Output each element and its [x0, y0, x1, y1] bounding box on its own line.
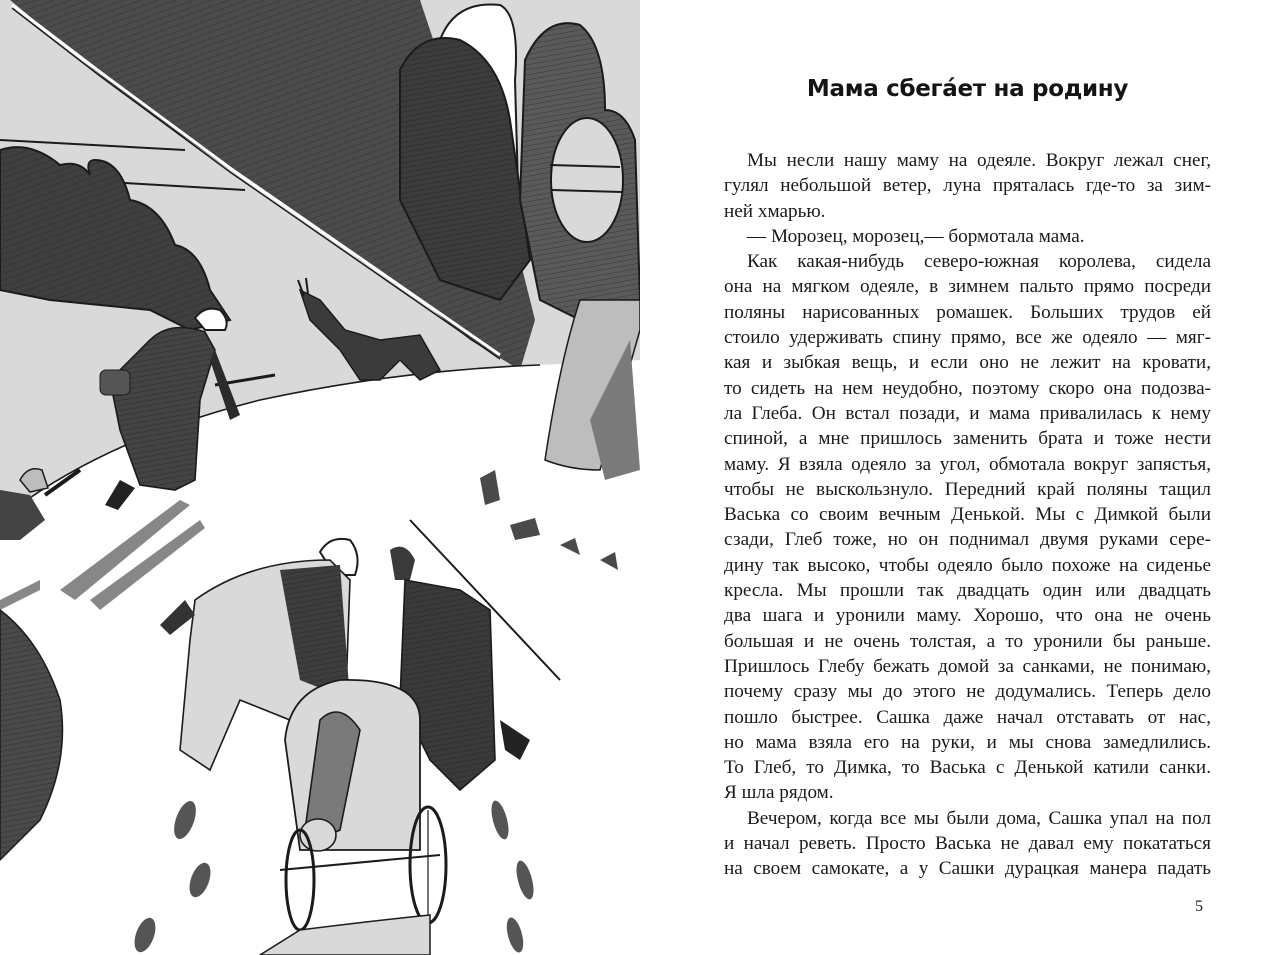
text-line: почему сразу мы до этого не додумались. Теперь дело [724, 681, 1211, 703]
text-line: — Морозец, морозец,— бормотала мама. [747, 225, 1085, 247]
chapter-title: Мама сбега́ет на родину [806, 76, 1129, 102]
text-line: сзади, Глеб тоже, но он поднимал двумя руками сере- [724, 529, 1211, 551]
text-line: Васька со своим вечным Денькой. Мы с Димкой были [724, 504, 1211, 526]
text-line: маму. Я взяла одеяло за угол, обмотала вокруг запястья, [724, 453, 1211, 475]
text-line: поляны нарисованных ромашек. Больших трудов ей [724, 301, 1211, 323]
text-line: большая и не очень толстая, а то уронили бы раньше. [724, 630, 1211, 652]
text-line: и начал реветь. Просто Васька не давал ему покататься [724, 833, 1211, 855]
text-line: ней хмарью. [724, 200, 826, 222]
text-line: два шага и уронили маму. Хорошо, что она не очень [724, 605, 1211, 627]
text-line: Пришлось Глебу бежать домой за санками, не понимаю, [724, 655, 1211, 677]
text-line: Как какая-нибудь северо-южная королева, сидела [747, 251, 1211, 273]
text-line: гулял небольшой ветер, луна пряталась где-то за зим- [724, 175, 1211, 197]
text-line: но мама взяла его на руки, и мы снова замедлились. [724, 731, 1211, 753]
text-line: то сидеть на нем неудобно, поэтому скоро она подозва- [724, 377, 1211, 399]
moon [551, 118, 623, 242]
text-line: стоило удерживать спину прямо, все же одеяло — мяг- [724, 327, 1211, 349]
text-line: дину так высоко, чтобы одеяло было похоже на сиденье [724, 554, 1211, 576]
text-line: кресла. Мы прошли так двадцать один или двадцать [724, 580, 1211, 602]
text-line: Мы несли нашу маму на одеяле. Вокруг лежал снег, [747, 150, 1211, 171]
text-line: То Глеб, то Димка, то Васька с Денькой катили санки. [724, 757, 1211, 779]
text-line: Вечером, когда все мы были дома, Сашка упал на пол [747, 807, 1211, 829]
right-page [640, 0, 1280, 955]
text-line: Я шла рядом. [724, 782, 834, 804]
page-number: 5 [1195, 898, 1203, 915]
text-line: чтобы не выскользнуло. Передний край поляны тащил [724, 478, 1211, 500]
text-line: спиной, а мне пришлось заменить брата и тоже нести [724, 428, 1211, 450]
text-line: она на мягком одеяле, в зимнем пальто прямо посреди [724, 276, 1211, 298]
text-line: ла Глеба. Он встал позади, и мама привалилась к нему [724, 402, 1211, 424]
body-text [724, 148, 1211, 882]
text-line: пошло быстрее. Сашка даже начал отставать от нас, [724, 706, 1211, 728]
text-line: кая и зыбкая вещь, и если оно не лежит на кровати, [724, 352, 1211, 374]
text-line: на своем самокате, а у Сашки дурацкая манера падать [724, 858, 1211, 880]
